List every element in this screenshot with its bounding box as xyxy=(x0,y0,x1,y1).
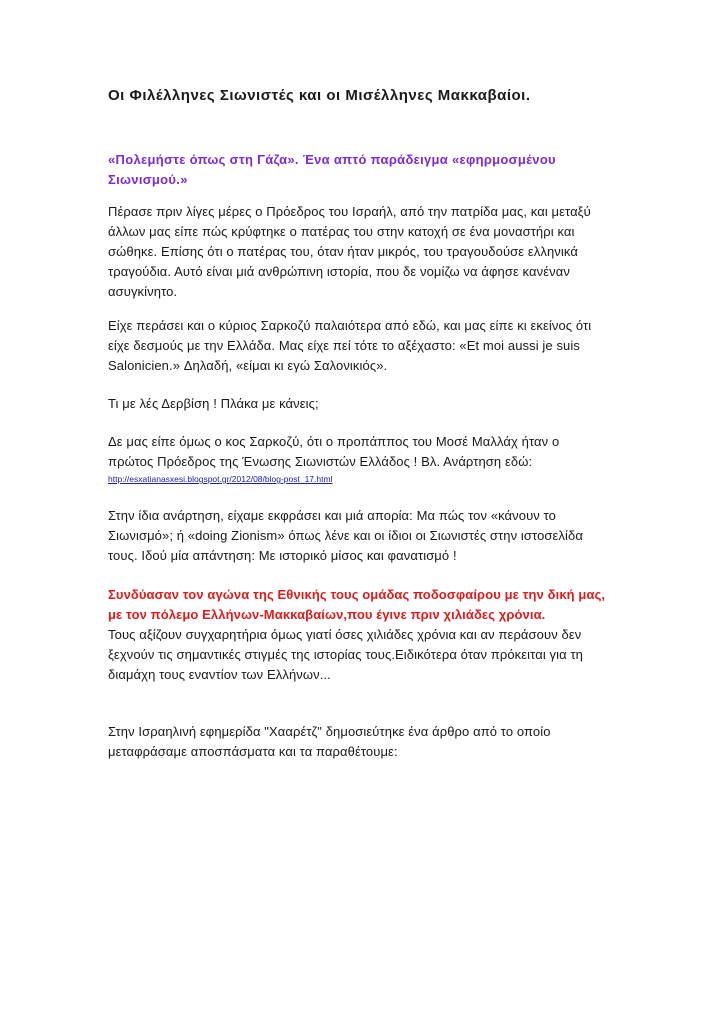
paragraph-doing-zionism: Στην ίδια ανάρτηση, είχαμε εκφράσει και μιά απορία: Μα πώς τον «κάνουν το Σιωνισμό»; ή «doing Zionism» όπως λένε και οι ίδιοι οι Σιωνιστές στην ιστοσελίδα τους. Ιδού μία απάντηση: Με ιστορικό μίσος και φανατισμό ! xyxy=(108,508,583,563)
document-body xyxy=(108,84,608,762)
paragraph-congratulations: Τους αξίζουν συγχαρητήρια όμως γιατί όσες χιλιάδες χρόνια και αν περάσουν δεν ξεχνούν τις σημαντικές στιγμές της ιστορίας τους.Ειδικότερα όταν πρόκειται για τη διαμάχη τους εναντίον των Ελλήνων... xyxy=(108,627,584,682)
paragraph-maccabees-highlight: Συνδύασαν τον αγώνα της Εθνικής τους ομάδας ποδοσφαίρου με την δική μας, με τον πόλεμο Ελλήνων-Μακκαβαίων,που έγινε πριν χιλιάδες χρόνια. xyxy=(108,587,606,622)
paragraph-haaretz: Στην Ισραηλινή εφημερίδα "Χααρέτζ" δημοσιεύτηκε ένα άρθρο από το οποίο μεταφράσαμε αποσπάσματα και τα παραθέτουμε: xyxy=(108,724,551,759)
paragraph-dervisi: Τι με λές Δερβίση ! Πλάκα με κάνεις; xyxy=(108,396,319,411)
paragraph-president-visit: Πέρασε πριν λίγες μέρες ο Πρόεδρος του Ισραήλ, από την πατρίδα μας, και μεταξύ άλλων μας είπε πώς κρύφτηκε ο πατέρας του στην κατοχή σε ένα μοναστήρι και σώθηκε. Επίσης ότι ο πατέρας του, όταν ήταν μικρός, του τραγουδούσε ελληνικά τραγούδια. Αυτό είναι μιά ανθρώπινη ιστορία, που δε νομίζω να άφησε κανέναν ασυγκίνητο. xyxy=(108,204,591,299)
blog-post-link[interactable]: http://esxatianasxesi.blogspot.gr/2012/08/blog-post_17.html xyxy=(108,474,333,484)
paragraph-sarkozy-visit: Είχε περάσει και ο κύριος Σαρκοζύ παλαιότερα από εδώ, και μας είπε κι εκείνος ότι είχε δεσμούς με την Ελλάδα. Μας είχε πεί τότε το αξέχαστο: «Et moi aussi je suis Salonicien.» Δηλαδή, «είμαι κι εγώ Σαλονικιός». xyxy=(108,318,592,373)
document-title: Οι Φιλέλληνες Σιωνιστές και οι Μισέλληνες Μακκαβαίοι. xyxy=(108,87,531,104)
paragraph-great-grandfather: Δε μας είπε όμως ο κος Σαρκοζύ, ότι ο προπάππος του Μοσέ Μαλλάχ ήταν ο πρώτος Πρόεδρος της Ένωσης Σιωνιστών Ελλάδος ! Βλ. Ανάρτηση εδώ: xyxy=(108,434,560,469)
document-subtitle: «Πολεμήστε όπως στη Γάζα». Ένα απτό παράδειγμα «εφηρμοσμένου Σιωνισμού.» xyxy=(108,152,556,187)
